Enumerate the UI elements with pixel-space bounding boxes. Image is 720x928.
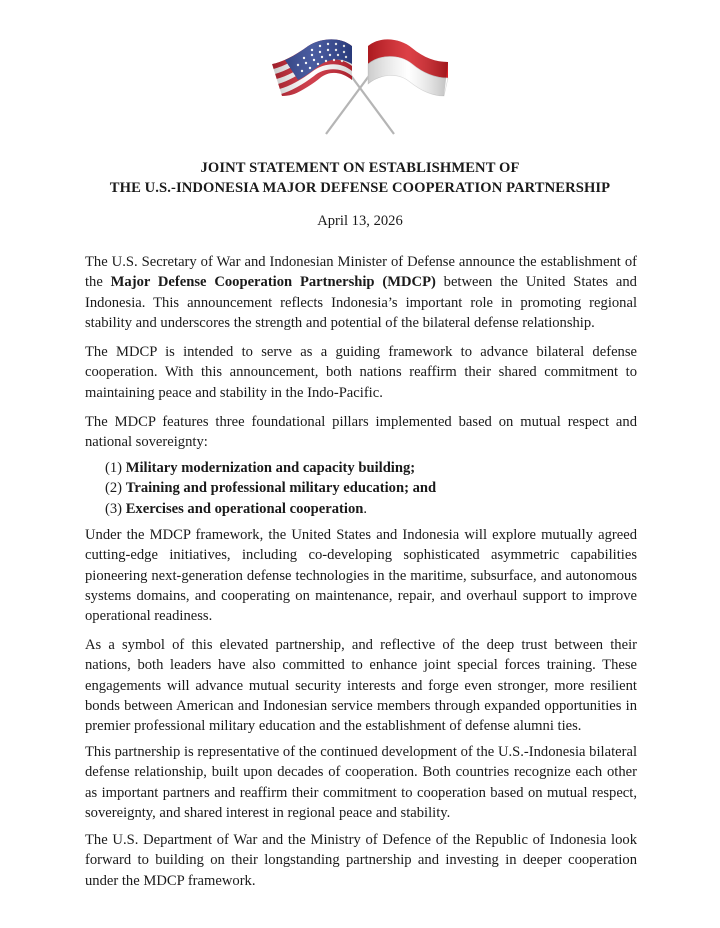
paragraph-6 — [85, 742, 637, 823]
pillar-number: (3) — [105, 500, 123, 517]
mdcp-name: Major Defense Cooperation Partnership (MDCP) — [110, 274, 436, 291]
paragraph-5-text: As a symbol of this elevated partnership, and reflective of the deep trust between their nations, both leaders have also committed to enhance joint special forces training. These engagements will advance mutual security interests and forge even stronger, more resilient bonds between American and Indonesian service members through expanded opportunities in premier professional military education and the establishment of defense alumni ties. — [85, 637, 637, 735]
paragraph-7-text: The U.S. Department of War and the Ministry of Defence of the Republic of Indonesia look forward to building on their longstanding partnership and investing in deeper cooperation under the MDCP framework. — [85, 832, 637, 889]
paragraph-1 — [85, 252, 637, 333]
indonesia-flag-icon — [368, 39, 448, 96]
pillar-tail: . — [363, 500, 368, 517]
paragraph-4 — [85, 525, 637, 626]
paragraph-1-lead: The U.S. Secretary of War and Indonesian Minister of Defense announce the establishment of the — [85, 254, 637, 291]
pillar-number: (2) — [105, 480, 123, 497]
pillar-text: Military modernization and capacity building; — [125, 460, 416, 476]
paragraph-6-text: This partnership is representative of the continued development of the U.S.-Indonesia bilateral defense relationship, built upon decades of cooperation. Both countries recognize each other as important partners and reaffirm their commitment to cooperation based on mutual respect, sovereignty, and shared interest in regional peace and stability. — [85, 744, 637, 821]
us-flag-icon — [268, 36, 358, 106]
pillar-text: Exercises and operational cooperation — [125, 500, 364, 517]
title-line-2: THE U.S.-INDONESIA MAJOR DEFENSE COOPERATION PARTNERSHIP — [109, 180, 611, 196]
pillar-number: (1) — [105, 460, 123, 476]
paragraph-7 — [85, 830, 637, 891]
crossed-flags-emblem — [268, 36, 452, 136]
title-line-1: JOINT STATEMENT ON ESTABLISHMENT OF — [200, 160, 520, 176]
pillar-text: Training and professional military education; and — [125, 480, 437, 497]
paragraph-3 — [85, 412, 637, 453]
list-item — [105, 478, 436, 498]
list-item — [105, 458, 436, 478]
paragraph-3-text: The MDCP features three foundational pillars implemented based on mutual respect and national sovereignty: — [85, 414, 637, 451]
paragraph-2-text: The MDCP is intended to serve as a guiding framework to advance bilateral defense cooperation. With this announcement, both nations reaffirm their shared commitment to maintaining peace and stability in the Indo-Pacific. — [85, 344, 637, 401]
paragraph-5 — [85, 635, 637, 736]
paragraph-2 — [85, 342, 637, 403]
paragraph-4-text: Under the MDCP framework, the United States and Indonesia will explore mutually agreed cutting-edge initiatives, including co-developing sophisticated asymmetric capabilities pioneering next-generation defense technologies in the maritime, subsurface, and autonomous systems domains, and cooperating on maintenance, repair, and overhaul support to improve operational readiness. — [85, 527, 637, 625]
paragraph-1-rest: between the United States and Indonesia. This announcement reflects Indonesia’s important role in promoting regional stability and underscores the strength and potential of the bilateral defense relationship. — [85, 274, 637, 331]
statement-date: April 13, 2026 — [317, 213, 403, 229]
pillars-list — [105, 458, 436, 519]
list-item — [105, 499, 436, 519]
